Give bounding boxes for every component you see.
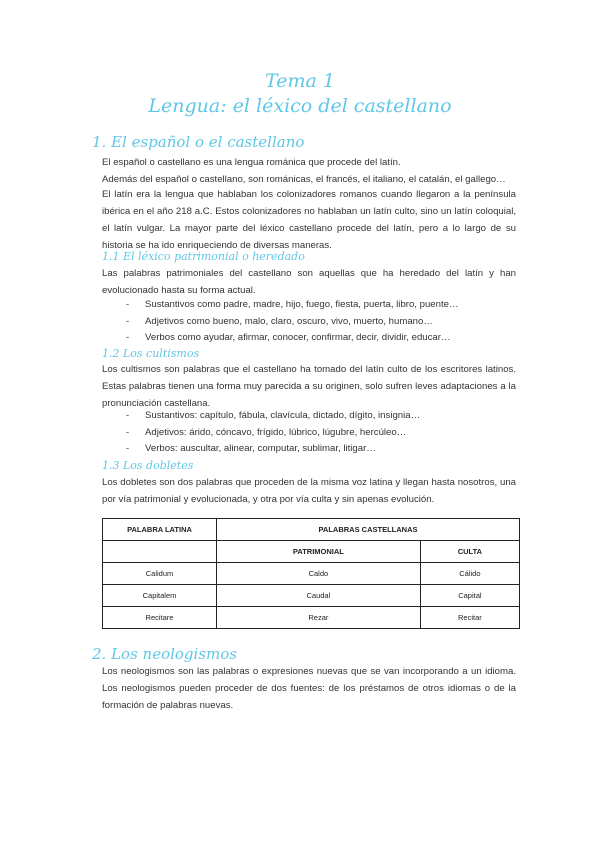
table-cell-latina: Capitalem — [103, 585, 217, 607]
section-2-heading: 2. Los neologismos — [92, 645, 237, 663]
table-cell-latina: Calidum — [103, 563, 217, 585]
doc-title-topic: Tema 1 — [265, 70, 335, 92]
table-cell-culta: Recitar — [420, 607, 519, 629]
section-1-paragraph-1: El español o castellano es una lengua románica que procede del latín. — [102, 157, 401, 168]
table-header-culta: CULTA — [420, 541, 519, 563]
table-header-empty — [103, 541, 217, 563]
list-item: - Adjetivos como bueno, malo, claro, oscuro, vivo, muerto, humano… — [126, 314, 459, 331]
list-item: - Verbos: auscultar, alinear, computar, sublimar, litigar… — [126, 441, 420, 458]
subsection-1-2-heading: 1.2 Los cultismos — [102, 347, 200, 360]
dobletes-table — [102, 518, 520, 629]
cultismos-examples-list — [126, 408, 420, 458]
list-item: - Verbos como ayudar, afirmar, conocer, confirmar, decir, dividir, educar… — [126, 330, 459, 347]
table-row — [103, 585, 520, 607]
table-header-castellanas: PALABRAS CASTELLANAS — [217, 519, 520, 541]
table-header-latin: PALABRA LATINA — [103, 519, 217, 541]
table-cell-culta: Capital — [420, 585, 519, 607]
section-2-text: Los neologismos son las palabras o expresiones nuevas que se van incorporando a un idioma. Los neologismos pueden proceder de dos fuentes: de los préstamos de otros idiomas o de la formación de palabras nuevas. — [102, 666, 516, 711]
table-cell-patrimonial: Rezar — [217, 607, 421, 629]
subsection-1-1-heading: 1.1 El léxico patrimonial o heredado — [102, 250, 305, 263]
section-1-paragraph-3: El latín era la lengua que hablaban los colonizadores romanos cuando llegaron a la península ibérica en el año 218 a.C. Estos colonizadores no hablaban un latín culto, sino un latín coloquial, el latín vulgar. La mayor parte del léxico castellano procede del latín, pero a lo largo de su historia se ha ido enriqueciendo de diversas maneras. — [102, 189, 516, 251]
list-item: - Sustantivos como padre, madre, hijo, fuego, fiesta, puerta, libro, puente… — [126, 297, 459, 314]
doc-title-subject: Lengua: el léxico del castellano — [148, 95, 452, 117]
table-row — [103, 607, 520, 629]
table-cell-patrimonial: Caldo — [217, 563, 421, 585]
table-cell-culta: Cálido — [420, 563, 519, 585]
patrimonial-examples-list — [126, 297, 459, 347]
section-1-paragraph-2: Además del español o castellano, son románicas, el francés, el italiano, el catalán, el gallego… — [102, 174, 506, 185]
table-cell-latina: Recitare — [103, 607, 217, 629]
subsection-1-3-text: Los dobletes son dos palabras que proceden de la misma voz latina y llegan hasta nosotros, una por vía patrimonial y evolucionada, y otra por vía culta y sin apenas evolución. — [102, 477, 516, 505]
subsection-1-1-text: Las palabras patrimoniales del castellano son aquellas que ha heredado del latín y han evolucionado hasta su forma actual. — [102, 268, 516, 296]
subsection-1-3-heading: 1.3 Los dobletes — [102, 459, 194, 472]
table-row — [103, 563, 520, 585]
list-item: - Adjetivos: árido, cóncavo, frígido, lúbrico, lúgubre, hercúleo… — [126, 425, 420, 442]
table-header-patrimonial: PATRIMONIAL — [217, 541, 421, 563]
section-1-heading: 1. El español o el castellano — [92, 133, 305, 151]
table-cell-patrimonial: Caudal — [217, 585, 421, 607]
subsection-1-2-text: Los cultismos son palabras que el castellano ha tomado del latín culto de los escritores latinos. Estas palabras tienen una forma muy parecida a su originen, solo sufren leves adaptaciones a la pronunciación castellana. — [102, 364, 516, 409]
list-item: - Sustantivos: capítulo, fábula, clavícula, dictado, dígito, insignia… — [126, 408, 420, 425]
